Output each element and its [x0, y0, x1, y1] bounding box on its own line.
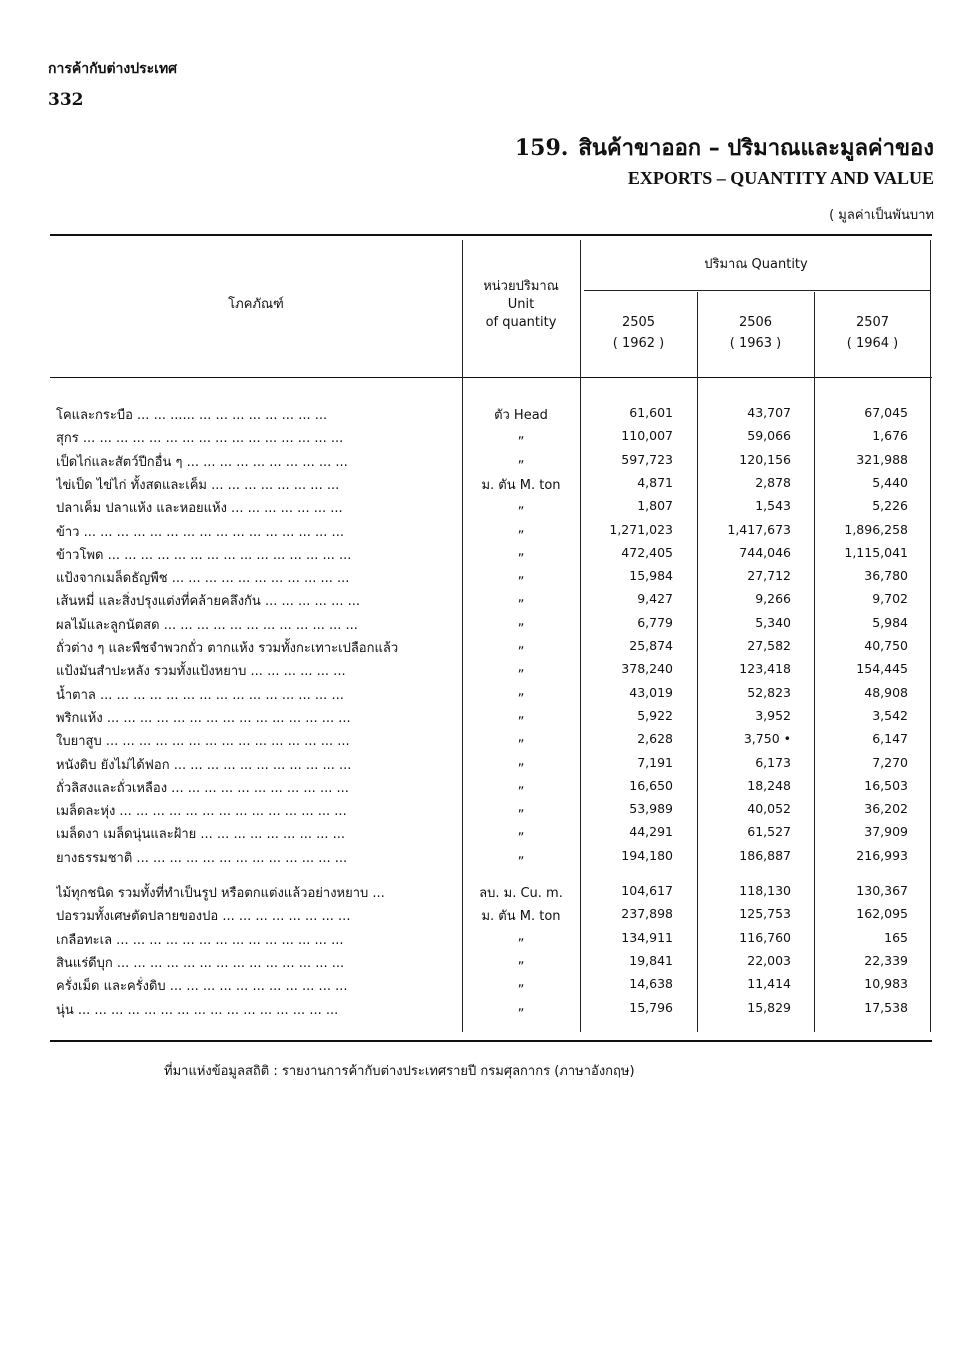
quantity-value-2505: 4,871: [637, 474, 673, 490]
quantity-value-2505: 9,427: [637, 591, 673, 607]
quantity-value-2507: 154,445: [856, 661, 908, 677]
unit-of-quantity: ลบ. ม. Cu. m.: [479, 886, 563, 901]
table-title-thai: [515, 130, 934, 165]
quantity-value-2507: 17,538: [864, 999, 908, 1015]
unit-of-quantity: „: [517, 998, 525, 1014]
commodity-name: เป็ดไก่และสัตว์ปีกอื่น ๆ ... ... ... ... ... ... ... ... ... ...: [56, 454, 348, 470]
quantity-header-rule: [584, 290, 930, 291]
quantity-value-2506: 3,952: [755, 707, 791, 723]
quantity-value-2506: 59,066: [747, 428, 791, 444]
quantity-value-2506: 1,543: [755, 498, 791, 514]
commodity-name: สินแร่ดีบุก ... ... ... ... ... ... ... ... ... ... ... ... ... ...: [56, 955, 345, 971]
quantity-value-2506: 22,003: [747, 952, 791, 968]
commodity-name: ยางธรรมชาติ ... ... ... ... ... ... ... ... ... ... ... ... ...: [56, 850, 348, 866]
quantity-value-2505: 44,291: [629, 824, 673, 840]
quantity-value-2505: 1,271,023: [609, 521, 673, 537]
quantity-value-2506: 5,340: [755, 614, 791, 630]
unit-of-quantity: „: [517, 951, 525, 967]
table-row: [50, 752, 932, 775]
table-row: [50, 950, 932, 973]
unit-of-quantity: „: [517, 706, 525, 722]
table-row: [50, 682, 932, 705]
table-row: [50, 775, 932, 798]
table-row: [50, 880, 932, 903]
quantity-value-2506: 9,266: [755, 591, 791, 607]
header-unit-thai: หน่วยปริมาณ: [483, 279, 559, 294]
quantity-value-2506: 118,130: [739, 883, 791, 898]
commodity-name: ครั่งเม็ด และครั่งดิบ ... ... ... ... ... ... ... ... ... ... ...: [56, 979, 348, 995]
commodity-name: ถั่วต่าง ๆ และพืชจำพวกถั่ว ตากแห้ง รวมทั้งกะเทาะเปลือกแล้ว: [56, 641, 399, 656]
quantity-value-2507: 10,983: [864, 976, 908, 992]
quantity-value-2505: 237,898: [621, 906, 673, 922]
unit-of-quantity: „: [517, 637, 525, 652]
table-row: [50, 635, 932, 658]
commodity-name: แป้งจากเมล็ดธัญพืช ... ... ... ... ... ... ... ... ... ... ...: [56, 571, 350, 587]
header-unit-english-2: of quantity: [485, 315, 557, 330]
unit-of-quantity: „: [517, 975, 525, 991]
header-year-2507: [814, 312, 931, 354]
quantity-value-2507: 162,095: [856, 906, 908, 922]
unit-of-quantity: „: [517, 683, 525, 699]
table-row: [50, 728, 932, 751]
quantity-value-2506: 15,829: [747, 999, 791, 1015]
quantity-value-2505: 53,989: [629, 801, 673, 817]
commodity-name: เส้นหมี่ และสิ่งปรุงแต่งที่คล้ายคลึงกัน ... ... ... ... ... ...: [56, 594, 360, 610]
commodity-name: ไข่เป็ด ไข่ไก่ ทั้งสดและเค็ม ... ... ... ... ... ... ... ...: [56, 477, 340, 493]
quantity-value-2507: 36,202: [864, 801, 908, 817]
quantity-value-2507: 5,984: [872, 614, 908, 630]
commodity-name: ปลาเค็ม ปลาแห้ง และหอยแห้ง ... ... ... ... ... ... ...: [56, 501, 343, 517]
running-head: การค้ากับต่างประเทศ: [48, 61, 178, 77]
year-be: 2507: [855, 315, 890, 330]
commodity-name: ข้าว ... ... ... ... ... ... ... ... ... ... ... ... ... ... ... ...: [56, 524, 344, 540]
commodity-name: ข้าวโพด ... ... ... ... ... ... ... ... ... ... ... ... ... ... ...: [56, 547, 352, 563]
quantity-value-2507: 1,896,258: [844, 521, 908, 537]
quantity-value-2506: 27,712: [747, 568, 791, 584]
commodity-name: โคและกระบือ ... ... ...... ... ... ... ... ... ... ... ...: [56, 408, 328, 423]
unit-of-quantity: „: [517, 660, 525, 676]
commodity-name: น้ำตาล ... ... ... ... ... ... ... ... ... ... ... ... ... ... ...: [56, 687, 344, 703]
quantity-value-2505: 5,922: [637, 707, 673, 723]
commodity-name: เมล็ดงา เมล็ดนุ่นและฝ้าย ... ... ... ... ... ... ... ... ...: [56, 827, 346, 843]
quantity-value-2507: 67,045: [864, 405, 908, 420]
quantity-value-2506: 6,173: [755, 754, 791, 770]
unit-of-quantity: „: [517, 450, 525, 466]
commodity-name: หนังดิบ ยังไม่ได้ฟอก ... ... ... ... ... ... ... ... ... ... ...: [56, 757, 352, 773]
commodity-name: ผลไม้และลูกนัตสด ... ... ... ... ... ... ... ... ... ... ... ...: [56, 617, 358, 633]
unit-of-quantity: ม. ตัน M. ton: [481, 477, 561, 493]
quantity-value-2507: 9,702: [872, 591, 908, 607]
unit-of-quantity: „: [517, 800, 525, 816]
quantity-value-2506: 2,878: [755, 474, 791, 490]
unit-of-quantity: „: [517, 590, 525, 606]
quantity-value-2506: 120,156: [739, 451, 791, 467]
commodity-name: พริกแห้ง ... ... ... ... ... ... ... ... ... ... ... ... ... ... ...: [56, 710, 351, 726]
table-top-rule: [50, 234, 932, 236]
page-number: 332: [48, 90, 84, 110]
header-year-2506: [697, 312, 814, 354]
quantity-value-2505: 194,180: [621, 847, 673, 863]
quantity-value-2507: 5,440: [872, 474, 908, 490]
quantity-value-2505: 1,807: [637, 498, 673, 514]
commodity-name: เกลือทะเล ... ... ... ... ... ... ... ... ... ... ... ... ... ...: [56, 932, 344, 948]
unit-of-quantity: „: [517, 613, 525, 629]
unit-of-quantity: „: [517, 497, 525, 513]
quantity-value-2507: 7,270: [872, 754, 908, 770]
quantity-value-2506: 40,052: [747, 801, 791, 817]
quantity-value-2505: 110,007: [621, 428, 673, 444]
table-row: [50, 821, 932, 844]
table-row: [50, 402, 932, 425]
table-row: [50, 612, 932, 635]
quantity-value-2505: 472,405: [621, 544, 673, 560]
header-quantity: ปริมาณ Quantity: [704, 257, 808, 272]
quantity-value-2505: 15,984: [629, 568, 673, 584]
table-row: [50, 798, 932, 821]
quantity-value-2507: 16,503: [864, 777, 908, 793]
value-unit-note: ( มูลค่าเป็นพันบาท: [829, 208, 934, 223]
table-row: [50, 903, 932, 926]
header-year-2505: [580, 312, 697, 354]
quantity-value-2506: 125,753: [739, 906, 791, 922]
header-unit-english: Unit: [507, 297, 535, 312]
year-ce: ( 1964 ): [846, 336, 899, 351]
table-row: [50, 449, 932, 472]
quantity-value-2505: 61,601: [629, 405, 673, 420]
quantity-value-2506: 52,823: [747, 684, 791, 700]
unit-of-quantity: „: [517, 730, 525, 746]
quantity-value-2506: 3,750 •: [743, 731, 791, 747]
header-unit: [462, 278, 580, 332]
quantity-value-2507: 1,676: [872, 428, 908, 444]
quantity-value-2505: 597,723: [621, 451, 673, 467]
quantity-value-2505: 25,874: [629, 638, 673, 653]
table-row: [50, 973, 932, 996]
quantity-value-2507: 3,542: [872, 707, 908, 723]
unit-of-quantity: „: [517, 846, 525, 862]
commodity-name: แป้งมันสำปะหลัง รวมทั้งแป้งหยาบ ... ... ... ... ... ...: [56, 664, 346, 680]
quantity-value-2506: 18,248: [747, 777, 791, 793]
table-title-english: EXPORTS – QUANTITY AND VALUE: [627, 168, 934, 188]
table-row: [50, 588, 932, 611]
commodity-name: สุกร ... ... ... ... ... ... ... ... ... ... ... ... ... ... ... ...: [56, 431, 344, 447]
quantity-value-2507: 48,908: [864, 684, 908, 700]
quantity-value-2507: 5,226: [872, 498, 908, 514]
table-row: [50, 658, 932, 681]
unit-of-quantity: ม. ตัน M. ton: [481, 909, 561, 925]
quantity-value-2505: 134,911: [621, 929, 673, 945]
unit-of-quantity: „: [517, 776, 525, 792]
table-row: [50, 927, 932, 950]
unit-of-quantity: ตัว Head: [494, 408, 548, 423]
quantity-value-2506: 43,707: [747, 405, 791, 420]
year-be: 2505: [621, 315, 656, 330]
unit-of-quantity: „: [517, 823, 525, 839]
quantity-value-2505: 2,628: [637, 731, 673, 747]
table-row: [50, 565, 932, 588]
commodity-name: ปอรวมทั้งเศษตัดปลายของปอ ... ... ... ... ... ... ... ...: [56, 909, 351, 925]
quantity-value-2506: 1,417,673: [727, 521, 791, 537]
quantity-value-2505: 16,650: [629, 777, 673, 793]
quantity-value-2506: 27,582: [747, 638, 791, 653]
quantity-value-2505: 6,779: [637, 614, 673, 630]
table-row: [50, 519, 932, 542]
quantity-value-2507: 22,339: [864, 952, 908, 968]
commodity-name: ไม้ทุกชนิด รวมทั้งที่ทำเป็นรูป หรือตกแต่งแล้วอย่างหยาบ ...: [56, 886, 385, 901]
quantity-value-2505: 7,191: [637, 754, 673, 770]
quantity-value-2507: 36,780: [864, 568, 908, 584]
quantity-value-2507: 40,750: [864, 638, 908, 653]
unit-of-quantity: „: [517, 753, 525, 769]
quantity-value-2506: 123,418: [739, 661, 791, 677]
quantity-value-2507: 130,367: [856, 883, 908, 898]
unit-of-quantity: „: [517, 427, 525, 443]
commodity-name: เมล็ดละหุ่ง ... ... ... ... ... ... ... ... ... ... ... ... ... ...: [56, 804, 347, 820]
table-row: [50, 495, 932, 518]
commodity-name: ใบยาสูบ ... ... ... ... ... ... ... ... ... ... ... ... ... ... ...: [56, 734, 350, 750]
year-ce: ( 1962 ): [612, 336, 665, 351]
quantity-value-2506: 186,887: [739, 847, 791, 863]
unit-of-quantity: „: [517, 520, 525, 536]
table-row: [50, 845, 932, 868]
quantity-value-2507: 216,993: [856, 847, 908, 863]
table-number: 159.: [514, 135, 569, 161]
unit-of-quantity: „: [517, 928, 525, 944]
quantity-value-2506: 116,760: [739, 929, 791, 945]
quantity-value-2505: 104,617: [621, 883, 673, 898]
table-row: [50, 542, 932, 565]
quantity-value-2506: 744,046: [739, 544, 791, 560]
year-be: 2506: [738, 315, 773, 330]
unit-of-quantity: „: [517, 543, 525, 559]
quantity-value-2505: 14,638: [629, 976, 673, 992]
header-commodity: โภคภัณฑ์: [228, 297, 284, 312]
quantity-value-2505: 378,240: [621, 661, 673, 677]
table-row: [50, 705, 932, 728]
unit-of-quantity: „: [517, 567, 525, 583]
table-row: [50, 472, 932, 495]
quantity-value-2507: 165: [884, 929, 908, 945]
quantity-value-2505: 43,019: [629, 684, 673, 700]
quantity-value-2507: 321,988: [856, 451, 908, 467]
exports-table: [50, 234, 932, 1042]
quantity-value-2507: 6,147: [872, 731, 908, 747]
table-row: [50, 425, 932, 448]
table-bottom-rule: [50, 1040, 932, 1042]
quantity-value-2507: 37,909: [864, 824, 908, 840]
commodity-name: นุ่น ... ... ... ... ... ... ... ... ... ... ... ... ... ... ... ...: [56, 1002, 339, 1018]
table-row: [50, 997, 932, 1020]
quantity-value-2507: 1,115,041: [844, 544, 908, 560]
quantity-value-2505: 15,796: [629, 999, 673, 1015]
quantity-value-2506: 11,414: [747, 976, 791, 992]
header-bottom-rule: [50, 377, 932, 378]
source-note: ที่มาแห่งข้อมูลสถิติ : รายงานการค้ากับต่างประเทศรายปี กรมศุลกากร (ภาษาอังกฤษ): [164, 1064, 635, 1079]
quantity-value-2506: 61,527: [747, 824, 791, 840]
commodity-name: ถั่วลิสงและถั่วเหลือง ... ... ... ... ... ... ... ... ... ... ...: [56, 780, 349, 796]
quantity-value-2505: 19,841: [629, 952, 673, 968]
year-ce: ( 1963 ): [729, 336, 782, 351]
table-title-thai-text: สินค้าขาออก – ปริมาณและมูลค่าของ: [578, 136, 934, 161]
